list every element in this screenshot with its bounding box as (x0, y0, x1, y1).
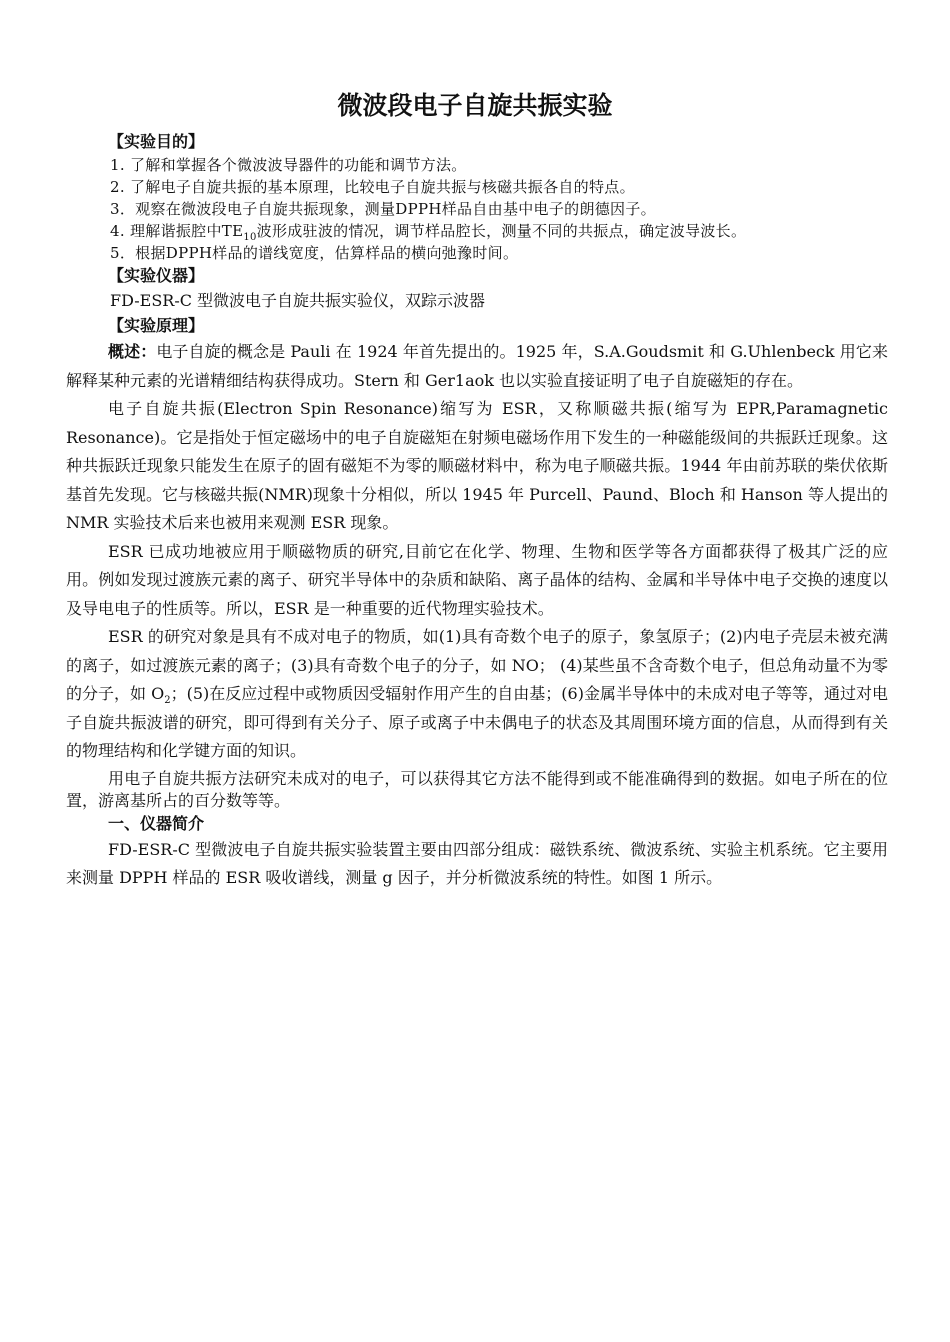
overview-text: 电子自旋的概念是 Pauli 在 1924 年首先提出的。1925 年，S.A.Goudsmit 和 G.Uhlenbeck 用它来解释某种元素的光谱精细结构获得成功。Stern 和 Ger1aok 也以实验直接证明了电子自旋磁矩的存在。 (66, 342, 888, 390)
purpose-item-3: 3．观察在微波段电子自旋共振现象，测量DPPH样品自由基中电子的朗德因子。 (110, 200, 656, 218)
purpose-item-2: 2. 了解电子自旋共振的基本原理，比较电子自旋共振与核磁共振各自的特点。 (110, 178, 635, 196)
purpose-item-4 (66, 220, 888, 242)
oxygen-subscript: 2 (164, 695, 171, 707)
page-title: 微波段电子自旋共振实验 (337, 91, 613, 120)
section1-heading: 一、仪器简介 (108, 813, 205, 833)
purpose-item-1: 1. 了解和掌握各个微波波导器件的功能和调节方法。 (110, 156, 467, 174)
section1-paragraph: FD-ESR-C 型微波电子自旋共振实验装置主要由四部分组成：磁铁系统、微波系统、实验主机系统。它主要用来测量 DPPH 样品的 ESR 吸收谱线，测量 g 因子，并分析微波系统的特性。如图 1 所示。 (66, 839, 888, 887)
document-body (66, 130, 888, 893)
purpose-item-5: 5．根据DPPH样品的谱线宽度，估算样品的横向弛豫时间。 (110, 244, 519, 262)
purpose-item-4-lead: 4. 理解谐振腔中 (110, 222, 222, 240)
esr-objects-paragraph (66, 623, 888, 766)
purpose-list (66, 154, 888, 264)
purpose-heading: 【实验目的】 (108, 132, 205, 151)
esr-advantage-paragraph: 用电子自旋共振方法研究未成对的电子，可以获得其它方法不能得到或不能准确得到的数据。如电子所在的位置，游离基所占的百分数等等。 (66, 768, 888, 810)
overview-paragraph (66, 338, 888, 395)
te-mode: TE (221, 222, 244, 240)
esr-objects-text-b: ；(5)在反应过程中或物质因受辐射作用产生的自由基；(6)金属半导体中的未成对电子等等，通过对电子自旋共振波谱的研究，即可得到有关分子、原子或离子中未偶电子的状态及其周围环境方面的信息，从而得到有关的物理结构和化学键方面的知识。 (66, 684, 888, 760)
instruments-text: FD-ESR-C 型微波电子自旋共振实验仪，双踪示波器 (110, 291, 486, 310)
te-mode-subscript: 10 (243, 232, 257, 243)
esr-applications-paragraph: ESR 已成功地被应用于顺磁物质的研究,目前它在化学、物理、生物和医学等各方面都获得了极其广泛的应用。例如发现过渡族元素的离子、研究半导体中的杂质和缺陷、离子晶体的结构、金属和半导体中电子交换的速度以及导电电子的性质等。所以，ESR 是一种重要的近代物理实验技术。 (66, 541, 888, 618)
esr-objects-text-a: ESR 的研究对象是具有不成对电子的物质，如(1)具有奇数个电子的原子，象氢原子；(2)内电子壳层未被充满的离子，如过渡族元素的离子；(3)具有奇数个电子的分子，如 NO； (4)某些虽不含奇数个电子，但总角动量不为零的分子，如 O (66, 627, 888, 703)
instruments-heading: 【实验仪器】 (108, 266, 205, 285)
purpose-item-4-rest: 波形成驻波的情况，调节样品腔长，测量不同的共振点，确定波导波长。 (256, 222, 747, 240)
overview-lead: 概述： (108, 342, 157, 361)
principle-heading: 【实验原理】 (108, 316, 205, 335)
esr-definition-paragraph: 电子自旋共振(Electron Spin Resonance)缩写为 ESR，又称顺磁共振(缩写为 EPR,Paramagnetic Resonance)。它是指处于恒定磁场中的电子自旋磁矩在射频电磁场作用下发生的一种磁能级间的共振跃迁现象。这种共振跃迁现象只能发生在原子的固有磁矩不为零的顺磁材料中，称为电子顺磁共振。1944 年由前苏联的柴伏依斯基首先发现。它与核磁共振(NMR)现象十分相似，所以 1945 年 Purcell、Paund、Bloch 和 Hanson 等人提出的 NMR 实验技术后来也被用来观测 ESR 现象。 (66, 399, 888, 532)
